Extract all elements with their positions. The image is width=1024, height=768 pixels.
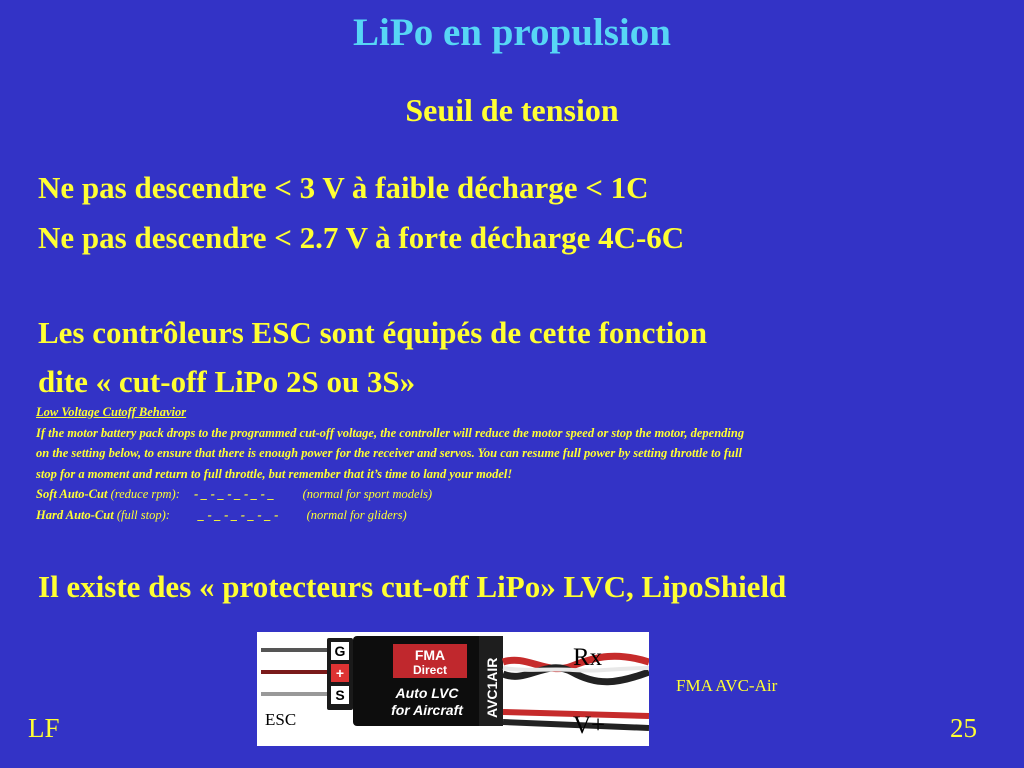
hard-auto-cut-paren: (full stop): [116, 507, 170, 522]
model-label: AVC1AIR [484, 657, 500, 718]
brand-logo-line-2: Direct [412, 663, 448, 677]
high-discharge-line: Ne pas descendre < 2.7 V à forte décharge 4C-6C [38, 220, 685, 255]
brand-logo-line-1: FMA [414, 647, 446, 663]
footer-author: LF [28, 713, 60, 743]
photo-caption: FMA AVC-Air [676, 676, 778, 695]
product-name-line-2: for Aircraft [391, 702, 463, 718]
cutoff-section [36, 402, 744, 525]
soft-auto-cut-note: (normal for sport models) [302, 487, 433, 501]
lvc-device-photo [257, 632, 649, 746]
esc-line-2: dite « cut-off LiPo 2S ou 3S» [38, 364, 416, 399]
protectors-line: Il existe des « protecteurs cut-off LiPo» LVC, LipoShield [38, 569, 787, 604]
slide-subtitle: Seuil de tension [405, 92, 619, 128]
cutoff-paragraph-line-2: on the setting below, to ensure that there is enough power for the receiver and servos. You can resume full power by setting throttle to full [36, 446, 742, 460]
soft-auto-cut-label: Soft Auto-Cut [36, 487, 108, 501]
pin-label-plus: + [335, 665, 345, 681]
pin-label-g: G [334, 643, 346, 659]
pin-label-s: S [335, 687, 345, 703]
slide-title: LiPo en propulsion [353, 11, 671, 54]
hard-auto-cut-row [36, 505, 744, 526]
slide-number: 25 [950, 713, 977, 743]
soft-auto-cut-pattern: - _ - _ - _ - _ - _ [194, 487, 275, 501]
rx-label: Rx [573, 644, 603, 671]
hard-auto-cut-label: Hard Auto-Cut [36, 507, 114, 522]
esc-label: ESC [265, 710, 297, 729]
vplus-label: V+ [573, 712, 606, 739]
soft-auto-cut-paren: (reduce rpm): [110, 487, 180, 501]
product-name-line-1: Auto LVC [395, 685, 459, 701]
esc-line-1: Les contrôleurs ESC sont équipés de cette fonction [38, 315, 708, 350]
cutoff-paragraph-line-3: stop for a moment and return to full throttle, but remember that it’s time to land your model! [36, 466, 513, 481]
cutoff-paragraph-line-1: If the motor battery pack drops to the programmed cut-off voltage, the controller will reduce the motor speed or stop the motor, depending [36, 425, 745, 440]
soft-auto-cut-row [36, 484, 744, 505]
hard-auto-cut-pattern: _ - _ - _ - _ - _ - [198, 507, 279, 522]
low-discharge-line: Ne pas descendre < 3 V à faible décharge < 1C [38, 170, 649, 205]
hard-auto-cut-note: (normal for gliders) [306, 507, 407, 522]
cutoff-heading: Low Voltage Cutoff Behavior [36, 405, 187, 419]
